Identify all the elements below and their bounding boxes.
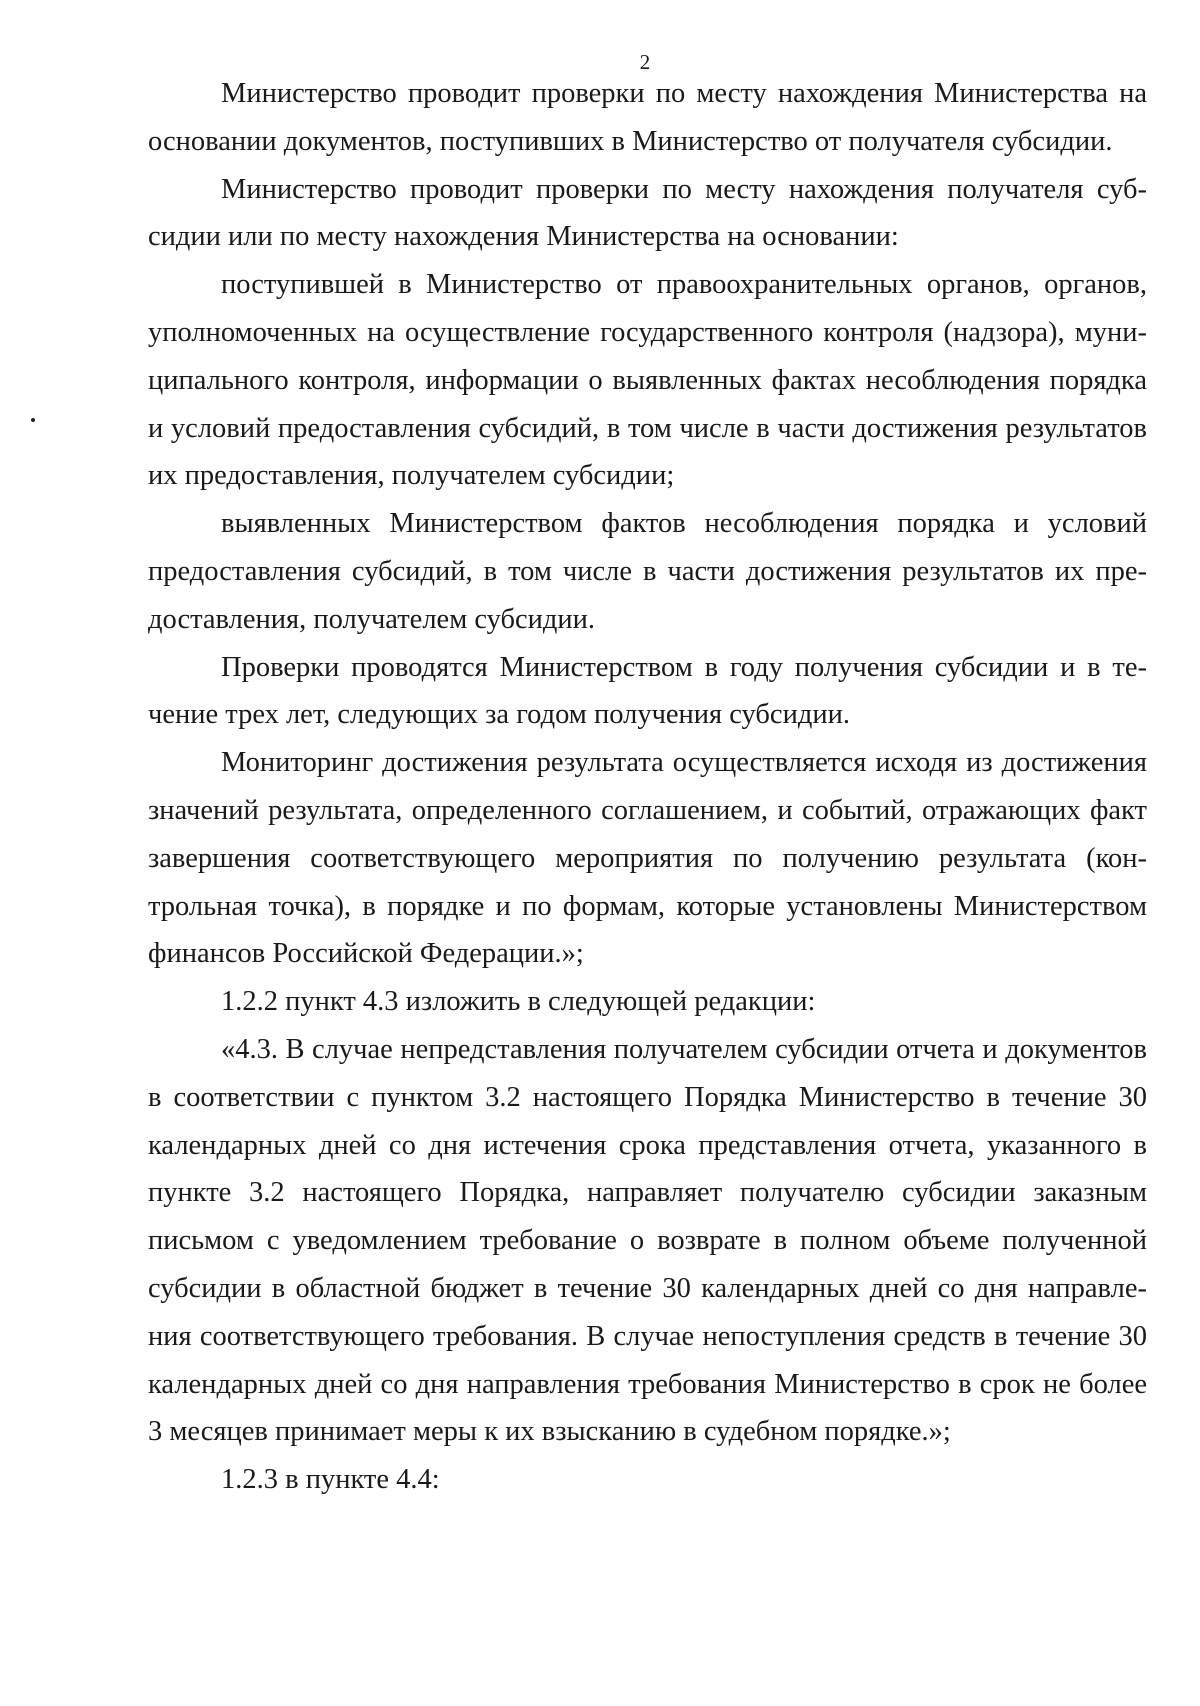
paragraph-checks-at-ministry: Министерство проводит проверки по месту нахождения Министерства на основании документов, поступивших в Министерство от получателя субсидии.: [148, 78, 1147, 157]
body-text: [148, 70, 1147, 1504]
page-number: 2: [639, 50, 651, 74]
paragraph-clause-4-3: «4.3. В случае непредставления получателем субсидии отчета и документов в соответствии с пунктом 3.2 настоящего Порядка Министерство в течение 30 календарных дней со дня истечения срока представления отчета, указанного в пункте 3.2 настоящего Порядка, направляет получателю субсидии заказным письмом с уведомлением требование о возврате в полном объеме полученной субсидии в областной бюджет в течение 30 календарных дней со дня направления соответствующего требования. В случае непоступления средств в течение 30 календарных дней со дня направления требования Министерство в срок не более 3 месяцев принимает меры к их взысканию в судебном порядке.»;: [148, 1033, 1147, 1448]
paragraph-checks-period: Проверки проводятся Министерством в году получения субсидии и в течение трех лет, следующих за годом получения субсидии.: [148, 651, 1147, 731]
paragraph-info-from-authorities: поступившей в Министерство от правоохранительных органов, органов, уполномоченных на осуществление государственного контроля (надзора), муниципального контроля, информации о выявленных фактах несоблюдения порядка и условий предоставления субсидий, в том числе в части достижения результатов их предоставления, получателем субсидии;: [148, 269, 1147, 492]
paragraph-facts-identified: выявленных Министерством фактов несоблюдения порядка и условий предоставления субсидий, в том числе в части достижения результатов их предоставления, получателем субсидии.: [148, 508, 1147, 635]
paragraph-monitoring: Мониторинг достижения результата осуществляется исходя из достижения значений результата, определенного соглашением, и событий, отражающих факт завершения соответствующего мероприятия по получению результата (контрольная точка), в порядке и по формам, которые установлены Министерством финансов Российской Федерации.»;: [148, 747, 1147, 970]
paragraph-item-1-2-3: 1.2.3 в пункте 4.4:: [221, 1464, 440, 1496]
paragraph-checks-location: Министерство проводит проверки по месту нахождения получателя субсидии или по месту нахождения Министерства на основании:: [148, 173, 1147, 253]
scan-dot-mark: [31, 418, 35, 422]
paragraph-item-1-2-2: 1.2.2 пункт 4.3 изложить в следующей редакции:: [221, 986, 816, 1018]
